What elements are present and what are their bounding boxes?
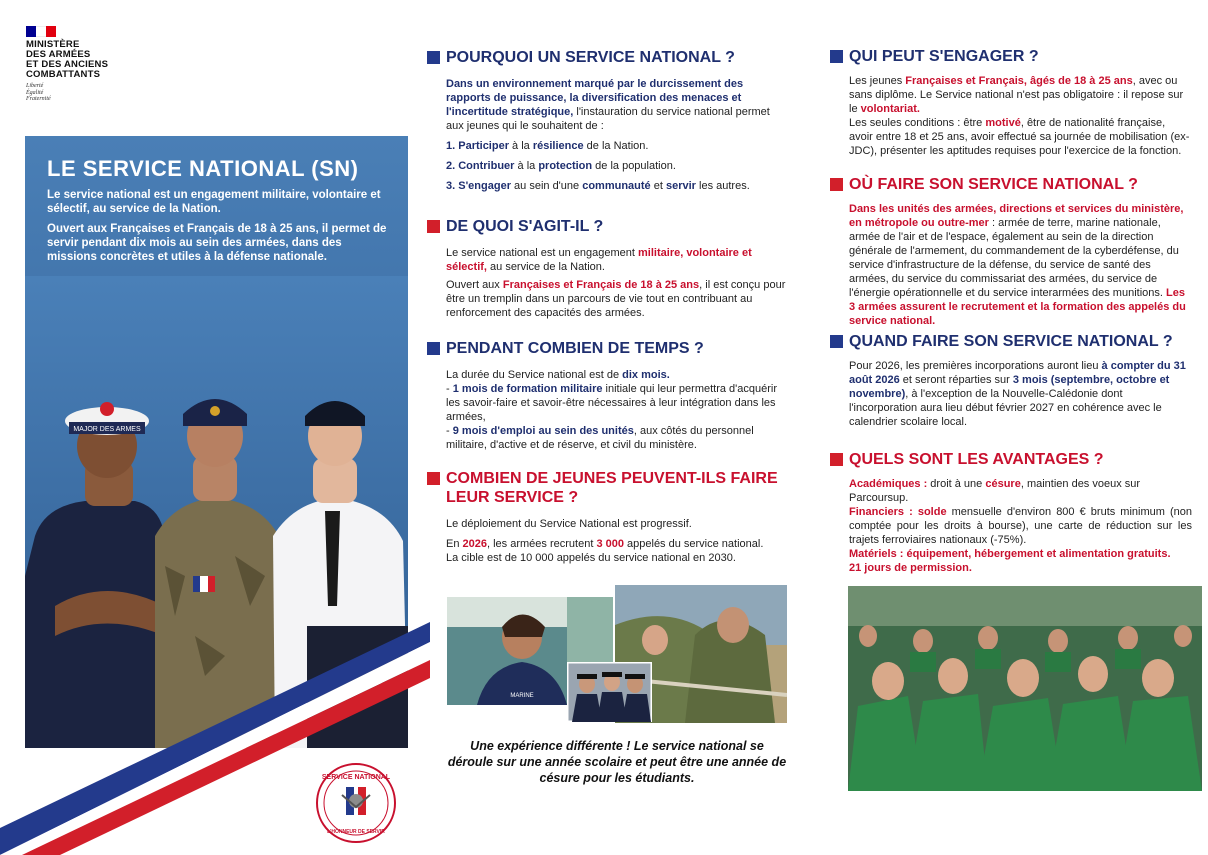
pourquoi-item-1: 1. Participer à la résilience de la Nation. <box>446 140 649 152</box>
combien-p2: En 2026, les armées recrutent 3 000 appelés du service national. <box>446 538 764 550</box>
crowd-photo <box>848 586 1202 791</box>
temps-l1: - 1 mois de formation militaire initiale qui leur permettra d'acquérir les savoir-faire et savoir-être nécessaires à leur intégration dans les armées, <box>446 383 778 423</box>
qui-p1: Les jeunes Françaises et Français, âgés de 18 à 25 ans, avec ou sans diplôme. Le Service national n'est pas obligatoire : il repose sur le volontariat. <box>849 75 1184 115</box>
square-bullet-icon <box>830 335 843 348</box>
temps-l2: - 9 mois d'emploi au sein des unités, aux côtés du personnel militaire, d'active et de réserve, et civil du ministère. <box>446 425 754 451</box>
section-qui <box>830 47 1192 158</box>
quoi-p1: Le service national est un engagement militaire, volontaire et sélectif, au service de la Nation. <box>446 247 752 273</box>
officers-photo <box>567 662 652 722</box>
heading-pourquoi: POURQUOI UN SERVICE NATIONAL ? <box>427 48 787 67</box>
heading-quoi: DE QUOI S'AGIT-IL ? <box>427 217 787 236</box>
heading-ou: OÙ FAIRE SON SERVICE NATIONAL ? <box>830 175 1192 194</box>
section-combien <box>427 469 787 565</box>
square-bullet-icon <box>830 178 843 191</box>
heading-avantages: QUELS SONT LES AVANTAGES ? <box>830 450 1192 469</box>
square-bullet-icon <box>427 472 440 485</box>
service-national-badge <box>316 763 396 843</box>
section-quand <box>830 332 1192 429</box>
french-flag-icon <box>26 26 56 37</box>
square-bullet-icon <box>427 51 440 64</box>
temps-p1: La durée du Service national est de dix mois. <box>446 369 670 381</box>
avantages-academiques: Académiques : droit à une césure, maintien des voeux sur Parcoursup. <box>849 478 1141 504</box>
avantages-materiels: Matériels : équipement, hébergement et alimentation gratuits. <box>849 548 1171 560</box>
square-bullet-icon <box>830 50 843 63</box>
section-temps <box>427 339 787 452</box>
section-quoi <box>427 217 787 320</box>
ministry-logo <box>26 26 136 103</box>
section-pourquoi <box>427 48 787 193</box>
badge-top-text: SERVICE NATIONAL <box>321 774 391 781</box>
pourquoi-intro: Dans un environnement marqué par le durcissement des rapports de puissance, la diversification des menaces et l'incertitude stratégique, l'instauration du service national permet aux jeunes qui le souhaitent de : <box>446 78 770 132</box>
pourquoi-item-2: 2. Contribuer à la protection de la population. <box>446 160 676 172</box>
quoi-p2: Ouvert aux Françaises et Français de 18 à 25 ans, il est conçu pour être un tremplin dans un parcours de vie tout en contribuant au renforcement des capacités des armées. <box>446 279 786 319</box>
cap-band-text: MAJOR DES ARMES <box>73 426 141 433</box>
combien-p3: La cible est de 10 000 appelés du service national en 2030. <box>446 552 736 564</box>
panel-description: Ouvert aux Françaises et Français de 18 à 25 ans, il permet de servir pendant dix mois au sein des armées, dans des missions concrètes et utiles à la défense nationale. <box>47 223 387 263</box>
ministry-name: MINISTÈRE DES ARMÉES ET DES ANCIENS COMBATTANTS <box>26 39 109 80</box>
quand-p: Pour 2026, les premières incorporations auront lieu à compter du 31 août 2026 et seront réparties sur 3 mois (septembre, octobre et novembre), à l'exception de la Nouvelle-Calédonie dont l'incorporation aura lieu début février 2027 en cohérence avec le calendrier scolaire local. <box>849 360 1186 428</box>
avantages-permission: 21 jours de permission. <box>849 562 972 574</box>
section-avantages <box>830 450 1192 575</box>
square-bullet-icon <box>830 453 843 466</box>
heading-quand: QUAND FAIRE SON SERVICE NATIONAL ? <box>830 332 1192 351</box>
avantages-financiers: Financiers : solde mensuelle d'environ 800 € bruts minimum (non comptée pour les droits à bourse), une carte de réduction sur les trajets ferroviaires nationaux (-75%). <box>849 506 1193 546</box>
panel-title: LE SERVICE NATIONAL (SN) <box>47 156 359 181</box>
pourquoi-item-3: 3. S'engager au sein d'une communauté et servir les autres. <box>446 180 750 192</box>
badge-bottom-text: L'HONNEUR DE SERVIR <box>327 829 385 835</box>
section-ou <box>830 175 1192 328</box>
square-bullet-icon <box>427 342 440 355</box>
republic-motto: Liberté Égalité Fraternité <box>26 83 51 102</box>
ou-p: Dans les unités des armées, directions et services du ministère, en métropole ou outre-mer : armée de terre, marine nationale, armée de l'air et de l'espace, également au sein de la direction générale de l'armement, du commandement de la cyberdéfense, du service d'infrastructure de la défense, du service de santé des armées, du service du commissariat des armées, du service de l'énergie opérationnelle et du service interarmées des munitions. Les 3 armées assurent le recrutement et la formation des appelés du service national. <box>849 203 1186 327</box>
heading-qui: QUI PEUT S'ENGAGER ? <box>830 47 1192 66</box>
square-bullet-icon <box>427 220 440 233</box>
experience-caption: Une expérience différente ! Le service national se déroule sur une année scolaire et peut être une année de césure pour les étudiants. <box>447 739 787 785</box>
heading-temps: PENDANT COMBIEN DE TEMPS ? <box>427 339 787 358</box>
combien-p1: Le déploiement du Service National est progressif. <box>446 518 692 530</box>
qui-p2: Les seules conditions : être motivé, être de nationalité française, avoir entre 18 et 25 ans, avoir effectué sa journée de mobilisation (ex-JDC), présenter les aptitudes requises pour l'exercice de la fonction. <box>849 117 1190 157</box>
panel-intro: Le service national est un engagement militaire, volontaire et sélectif, au service de la Nation. <box>47 189 381 215</box>
heading-combien: COMBIEN DE JEUNES PEUVENT-ILS FAIRE LEUR SERVICE ? <box>427 469 787 507</box>
shirt-label: MARINE <box>510 693 534 699</box>
